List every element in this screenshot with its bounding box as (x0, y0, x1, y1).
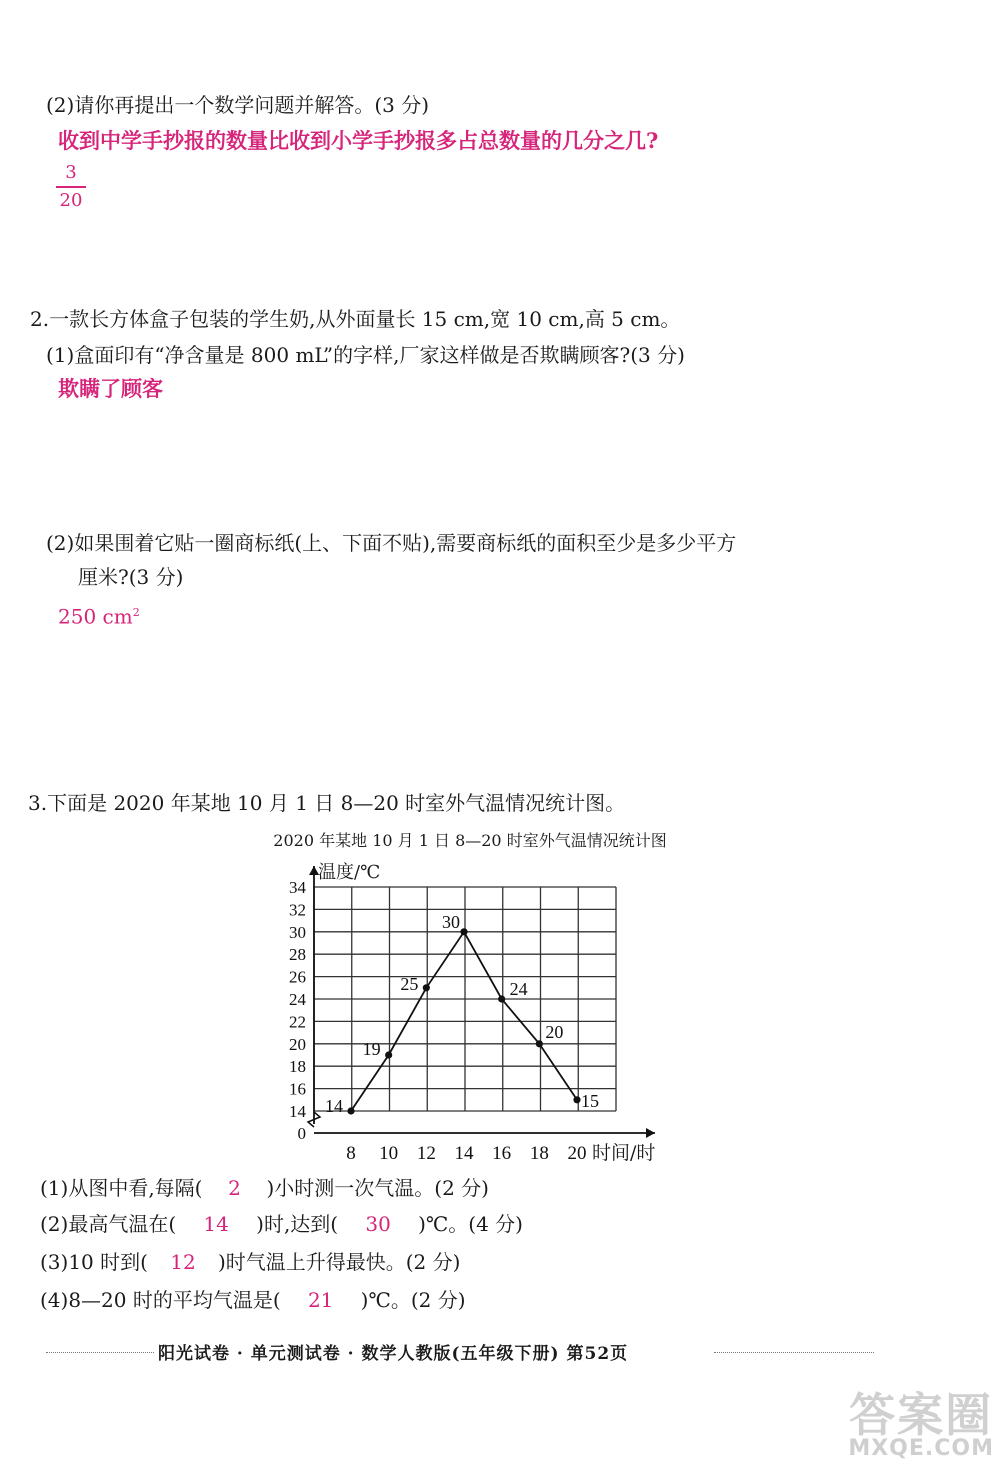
y-tick-label: 34 (289, 878, 306, 897)
footer-dotted-rule-left (46, 1352, 154, 1353)
x-tick-label: 20 (567, 1143, 587, 1164)
chart-title: 2020 年某地 10 月 1 日 8—20 时室外气温情况统计图 (273, 831, 667, 850)
data-point (423, 984, 430, 991)
data-label: 19 (362, 1039, 381, 1059)
data-label: 25 (400, 973, 419, 994)
fraction-denominator: 20 (59, 189, 83, 211)
q2-part1-prompt: (1)盒面印有“净含量是 800 mL”的字样,厂家这样做是否欺瞒顾客?(3 分) (46, 343, 685, 367)
y-tick-label: 18 (289, 1057, 306, 1077)
data-point (347, 1107, 354, 1114)
y-tick-label: 30 (289, 922, 306, 942)
data-label: 20 (545, 1021, 564, 1042)
q2-part1-answer: 欺瞒了顾客 (58, 376, 163, 401)
page-footer: 阳光试卷 · 单元测试卷 · 数学人教版(五年级下册) 第52页 (158, 1344, 629, 1364)
q2-part2-answer-sup: 2 (132, 606, 140, 619)
data-point (573, 1096, 580, 1103)
data-label: 30 (442, 911, 460, 932)
q2-part2-answer-value: 250 cm (58, 604, 133, 629)
q1-part2-prompt: (2)请你再提出一个数学问题并解答。(3 分) (46, 93, 430, 117)
chart-grid (314, 887, 616, 1111)
q3-blank-4-before: (4)8—20 时的平均气温是( (40, 1288, 281, 1312)
watermark-line2: MXQE.COM (848, 1436, 994, 1461)
q3-blank-1-before: (1)从图中看,每隔( (40, 1176, 203, 1200)
x-tick-label: 8 (346, 1143, 356, 1164)
x-tick-label: 10 (379, 1143, 399, 1164)
watermark-logo (848, 1388, 994, 1461)
q3-blank-3-before: (3)10 时到( (40, 1250, 148, 1274)
y-tick-label: 16 (289, 1079, 306, 1099)
footer-dotted-rule-right (714, 1352, 874, 1353)
y-tick-label: 0 (297, 1124, 306, 1143)
q1-part2-answer-question: 收到中学手抄报的数量比收到小学手抄报多占总数量的几分之几? (58, 128, 659, 153)
y-tick-label: 14 (289, 1102, 306, 1121)
data-point (460, 928, 467, 935)
q3-blank-1-after: )小时测一次气温。(2 分) (266, 1176, 489, 1200)
q3-blank-2-answer2: 30 (365, 1212, 391, 1236)
data-label: 14 (325, 1096, 343, 1116)
y-tick-label: 22 (289, 1012, 306, 1032)
data-point (536, 1040, 543, 1047)
data-label: 15 (581, 1090, 599, 1111)
fraction-numerator: 3 (65, 162, 77, 183)
chart-y-axis-label: 温度/℃ (318, 862, 381, 883)
x-axis-arrow (646, 1128, 655, 1138)
q3-blank-3-after: )时气温上升得最快。(2 分) (217, 1250, 461, 1274)
q3-blank-2 (40, 1211, 523, 1237)
watermark-line1: 答案圈 (849, 1388, 994, 1442)
q2-stem: 2.一款长方体盒子包装的学生奶,从外面量长 15 cm,宽 10 cm,高 5 cm。 (30, 307, 681, 331)
y-tick-label: 24 (289, 990, 306, 1009)
q3-stem: 3.下面是 2020 年某地 10 月 1 日 8—20 时室外气温情况统计图。 (28, 791, 626, 815)
data-point (498, 995, 505, 1002)
q3-blank-3 (40, 1249, 460, 1275)
q3-blank-1-answer: 2 (228, 1176, 241, 1200)
q2-part2-prompt-line2: 厘米?(3 分) (78, 565, 184, 589)
q2-part2-prompt-line1: (2)如果围着它贴一圈商标纸(上、下面不贴),需要商标纸的面积至少是多少平方 (46, 531, 737, 555)
q3-blank-3-answer: 12 (170, 1250, 196, 1274)
q3-blank-2-answer: 14 (203, 1212, 229, 1236)
q3-blank-4 (40, 1287, 466, 1313)
q3-blank-2-middle: )时,达到( (256, 1212, 339, 1236)
data-label: 24 (509, 979, 528, 999)
x-tick-label: 16 (492, 1143, 512, 1164)
q3-blank-1 (40, 1175, 489, 1201)
y-tick-label: 20 (289, 1034, 306, 1054)
x-tick-label: 18 (529, 1143, 549, 1164)
y-tick-label: 28 (289, 945, 306, 965)
q3-blank-4-after: )℃。(2 分) (360, 1288, 466, 1312)
q3-blank-2-before: (2)最高气温在( (40, 1212, 177, 1236)
q3-blank-4-answer: 21 (307, 1288, 334, 1312)
data-point (385, 1051, 392, 1058)
chart-x-axis-label: 时间/时 (592, 1142, 656, 1164)
q3-blank-2-after: )℃。(4 分) (418, 1212, 523, 1236)
y-tick-label: 32 (289, 900, 306, 920)
x-tick-label: 12 (416, 1143, 436, 1164)
x-tick-label: 14 (454, 1143, 474, 1164)
y-tick-label: 26 (289, 967, 306, 987)
